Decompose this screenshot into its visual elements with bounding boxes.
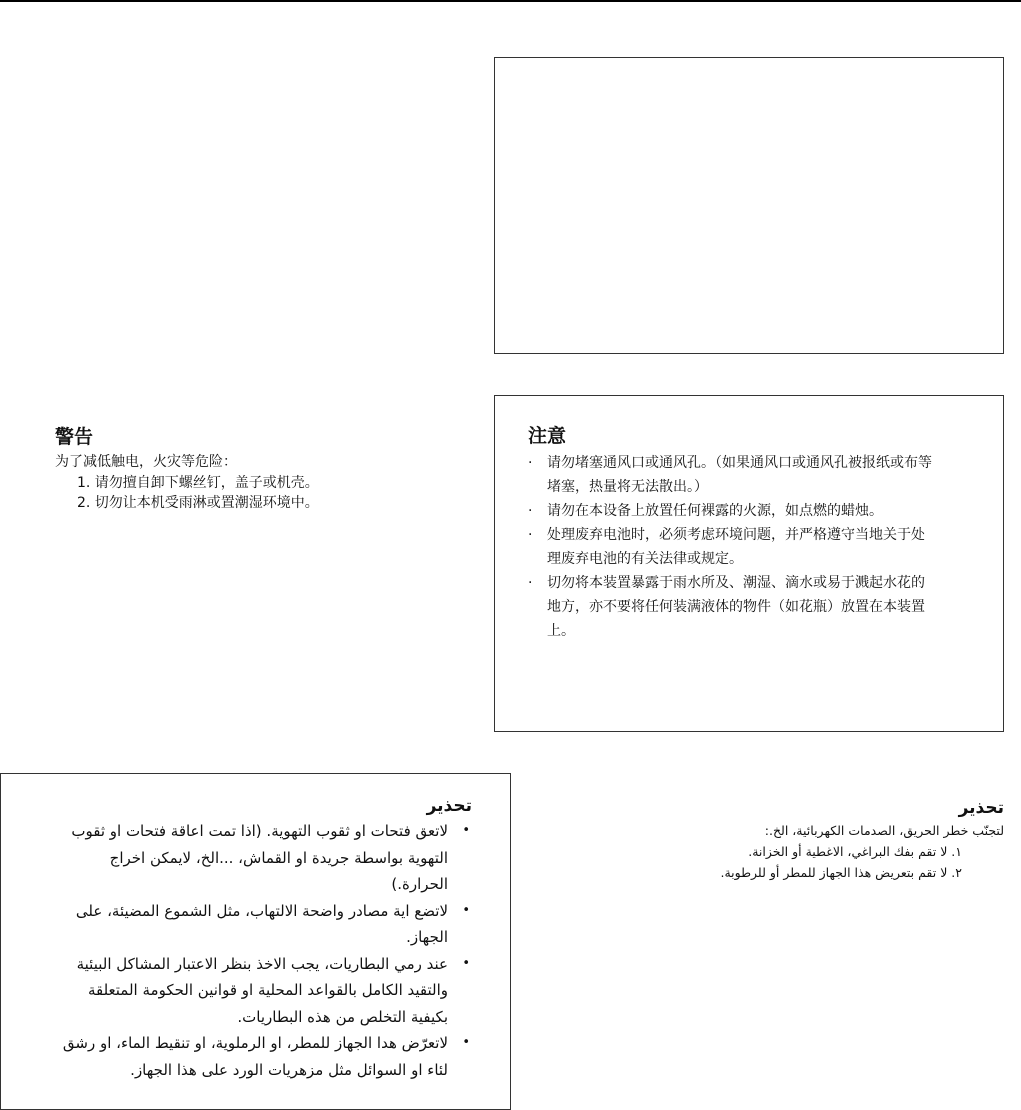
warning-item: 1. 请勿擅自卸下螺丝钉，盖子或机壳。 <box>77 474 319 491</box>
caution-item <box>58 818 472 898</box>
warning-title-chinese: 警告 <box>55 426 94 448</box>
caution-list-arabic <box>58 818 472 1083</box>
caution-title-arabic: تحذير <box>426 796 472 816</box>
blank-notice-box <box>494 57 1004 354</box>
caution-item-text: لاتعرّض هدا الجهاز للمطر، او الرملوية، او تنقيط الماء، او رشق لئاء او السوائل مثل مزهريات الورد على هذا الجهاز. <box>62 1034 448 1079</box>
caution-section-arabic <box>58 794 472 1083</box>
warning-item: ١. لا تقم بفك البراغي، الاغطية أو الخزانة. <box>748 844 962 859</box>
warning-intro-chinese: 为了减低触电，火灾等危险： <box>55 454 237 470</box>
warning-list-chinese <box>55 473 455 514</box>
bullet-icon: • <box>462 1035 470 1050</box>
bullet-icon: • <box>462 823 470 838</box>
caution-item <box>528 499 938 523</box>
bullet-icon: · <box>528 527 533 543</box>
bullet-icon: · <box>528 503 533 519</box>
caution-item <box>58 898 472 951</box>
caution-item-text: 请勿堵塞通风口或通风孔。（如果通风口或通风孔被报纸或布等堵塞，热量将无法散出。） <box>547 455 932 495</box>
caution-item-text: لاتعق فتحات او ثقوب التهوية. (اذا تمت اعاقة فتحات او ثقوب التهوية بواسطة جريدة او القماش، ...الخ، لايمكن اخراج الحرارة.) <box>71 822 448 893</box>
warning-list-arabic <box>640 841 1004 883</box>
caution-item <box>58 951 472 1031</box>
caution-item-text: 请勿在本设备上放置任何裸露的火源，如点燃的蜡烛。 <box>547 503 883 519</box>
warning-item: 2. 切勿让本机受雨淋或置潮湿环境中。 <box>77 495 319 511</box>
caution-item <box>528 571 938 643</box>
caution-item <box>528 451 938 499</box>
top-rule <box>0 0 1021 2</box>
caution-title-chinese: 注意 <box>528 425 567 447</box>
bullet-icon: · <box>528 575 533 591</box>
caution-item-text: 处理废弃电池时，必须考虑环境问题，并严格遵守当地关于处理废弃电池的有关法律或规定。 <box>547 527 925 567</box>
warning-section-chinese <box>55 424 455 514</box>
caution-item-text: لاتضع اية مصادر واضحة الالتهاب، مثل الشموع المضيئة، على الجهاز. <box>75 901 448 946</box>
warning-item: ٢. لا تقم بتعريض هذا الجهاز للمطر أو للرطوبة. <box>720 865 962 880</box>
bullet-icon: • <box>462 955 470 971</box>
warning-intro-arabic: لتجنّب خطر الحريق، الصدمات الكهربائية، الخ.: <box>764 823 1004 838</box>
caution-item <box>528 523 938 571</box>
caution-item-text: عند رمي البطاريات، يجب الاخذ بنظر الاعتبار المشاكل البيئية والتقيد الكامل بالقواعد المحلية او قوانين الحكومة المتعلقة بكيفية التخلص من هذه البطاريات. <box>76 954 448 1026</box>
caution-item <box>58 1030 472 1083</box>
bullet-icon: • <box>462 902 470 918</box>
warning-title-arabic: تحذير <box>958 798 1004 818</box>
caution-list-chinese <box>528 451 938 643</box>
warning-section-arabic <box>640 796 1004 883</box>
caution-section-chinese <box>528 423 938 643</box>
bullet-icon: · <box>528 455 533 471</box>
caution-item-text: 切勿将本装置暴露于雨水所及、潮湿、滴水或易于溅起水花的地方，亦不要将任何装满液体的物件（如花瓶）放置在本装置上。 <box>547 575 925 639</box>
